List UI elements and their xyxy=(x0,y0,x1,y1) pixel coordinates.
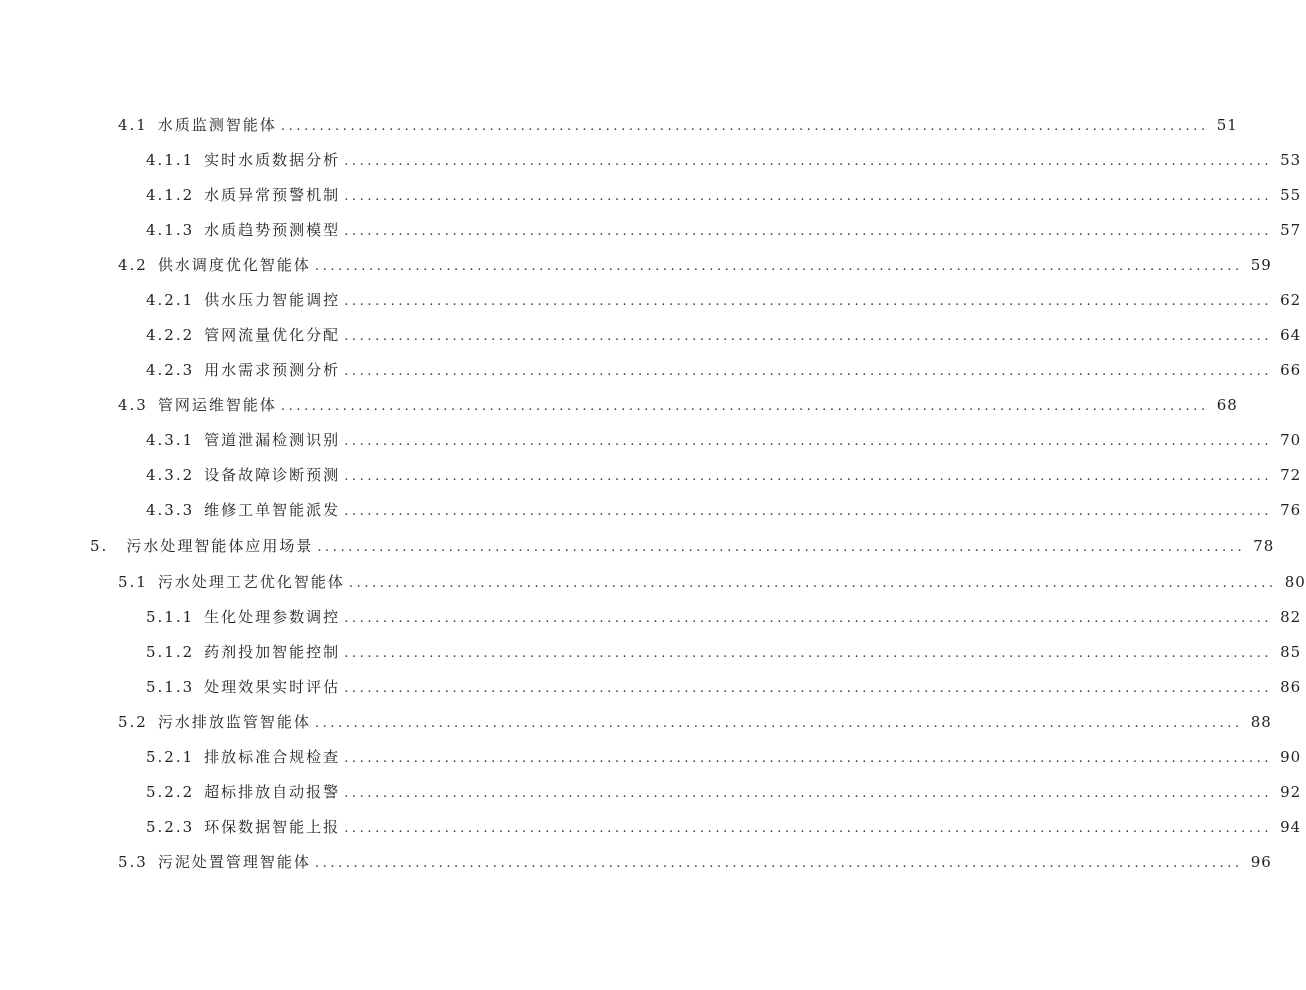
toc-entry-title[interactable]: 污泥处置管理智能体 xyxy=(157,853,311,871)
toc-entry[interactable] xyxy=(146,463,1302,487)
toc-entry[interactable] xyxy=(146,498,1302,522)
toc-entry-number: 4.2.1 xyxy=(146,291,195,309)
toc-entry-page-number[interactable]: 72 xyxy=(1280,466,1302,484)
toc-entry[interactable] xyxy=(146,148,1302,172)
toc-entry[interactable] xyxy=(146,428,1302,452)
dot-leader: ........................................................................................................................ xyxy=(314,716,1243,731)
dot-leader: ........................................................................................................................ xyxy=(344,294,1273,309)
toc-entry[interactable] xyxy=(118,253,1272,277)
toc-entry[interactable] xyxy=(146,640,1302,664)
toc-entry-number: 5.2.3 xyxy=(146,818,195,836)
toc-entry-page-number[interactable]: 68 xyxy=(1216,396,1238,414)
toc-entry-number: 4.3.3 xyxy=(146,501,195,519)
toc-entry-number: 5.1.1 xyxy=(146,608,195,626)
dot-leader: ........................................................................................................................ xyxy=(317,540,1246,555)
toc-entry-number: 4.2 xyxy=(118,256,148,274)
toc-entry-title[interactable]: 供水压力智能调控 xyxy=(204,291,341,309)
dot-leader: ........................................................................................................................ xyxy=(344,821,1273,836)
dot-leader: ........................................................................................................................ xyxy=(344,154,1273,169)
dot-leader: ........................................................................................................................ xyxy=(344,189,1273,204)
dot-leader: ........................................................................................................................ xyxy=(344,646,1273,661)
toc-entry-page-number[interactable]: 90 xyxy=(1280,748,1302,766)
toc-entry-page-number[interactable]: 96 xyxy=(1250,853,1272,871)
toc-entry-page-number[interactable]: 88 xyxy=(1250,713,1272,731)
toc-entry[interactable] xyxy=(118,570,1306,594)
dot-leader: ........................................................................................................................ xyxy=(280,399,1209,414)
toc-entry-title[interactable]: 用水需求预测分析 xyxy=(204,361,341,379)
toc-entry-page-number[interactable]: 86 xyxy=(1280,678,1302,696)
toc-entry-page-number[interactable]: 66 xyxy=(1280,361,1302,379)
toc-entry-title[interactable]: 污水排放监管智能体 xyxy=(157,713,311,731)
dot-leader: ........................................................................................................................ xyxy=(344,329,1273,344)
toc-entry-page-number[interactable]: 62 xyxy=(1280,291,1302,309)
toc-entry-page-number[interactable]: 80 xyxy=(1284,573,1306,591)
toc-entry-number: 5.1 xyxy=(118,573,148,591)
toc-entry-page-number[interactable]: 78 xyxy=(1253,537,1275,555)
toc-entry-title[interactable]: 水质监测智能体 xyxy=(157,116,277,134)
dot-leader: ........................................................................................................................ xyxy=(344,364,1273,379)
toc-entry-number: 5.3 xyxy=(118,853,148,871)
toc-entry[interactable] xyxy=(146,815,1302,839)
toc-entry[interactable] xyxy=(146,745,1302,769)
toc-entry-title[interactable]: 供水调度优化智能体 xyxy=(157,256,311,274)
toc-entry-page-number[interactable]: 82 xyxy=(1280,608,1302,626)
dot-leader: ........................................................................................................................ xyxy=(348,576,1277,591)
toc-entry-number: 4.1.2 xyxy=(146,186,195,204)
toc-entry-title[interactable]: 设备故障诊断预测 xyxy=(204,466,341,484)
dot-leader: ........................................................................................................................ xyxy=(314,856,1243,871)
toc-entry-page-number[interactable]: 85 xyxy=(1280,643,1302,661)
toc-entry-title[interactable]: 超标排放自动报警 xyxy=(204,783,341,801)
dot-leader: ........................................................................................................................ xyxy=(344,681,1273,696)
toc-entry-number: 5.2.2 xyxy=(146,783,195,801)
toc-entry-page-number[interactable]: 57 xyxy=(1280,221,1302,239)
toc-entry-number: 4.1 xyxy=(118,116,148,134)
toc-entry-page-number[interactable]: 64 xyxy=(1280,326,1302,344)
dot-leader: ........................................................................................................................ xyxy=(314,259,1243,274)
dot-leader: ........................................................................................................................ xyxy=(280,119,1209,134)
toc-entry-page-number[interactable]: 53 xyxy=(1280,151,1302,169)
toc-entry[interactable] xyxy=(146,183,1302,207)
toc-entry[interactable] xyxy=(146,605,1302,629)
dot-leader: ........................................................................................................................ xyxy=(344,434,1273,449)
toc-entry-title[interactable]: 生化处理参数调控 xyxy=(204,608,341,626)
dot-leader: ........................................................................................................................ xyxy=(344,611,1273,626)
toc-entry-page-number[interactable]: 51 xyxy=(1216,116,1238,134)
toc-entry-number: 4.2.3 xyxy=(146,361,195,379)
toc-entry-page-number[interactable]: 92 xyxy=(1280,783,1302,801)
toc-entry[interactable] xyxy=(146,675,1302,699)
toc-entry[interactable] xyxy=(90,534,1275,558)
toc-entry-page-number[interactable]: 70 xyxy=(1280,431,1302,449)
toc-entry[interactable] xyxy=(118,113,1238,137)
dot-leader: ........................................................................................................................ xyxy=(344,224,1273,239)
toc-entry-title[interactable]: 污水处理工艺优化智能体 xyxy=(157,573,345,591)
toc-entry-title[interactable]: 排放标准合规检查 xyxy=(204,748,341,766)
toc-entry-number: 4.1.1 xyxy=(146,151,195,169)
toc-entry-title[interactable]: 维修工单智能派发 xyxy=(204,501,341,519)
toc-entry-number: 4.3.2 xyxy=(146,466,195,484)
toc-entry-title[interactable]: 水质趋势预测模型 xyxy=(204,221,341,239)
toc-entry-page-number[interactable]: 76 xyxy=(1280,501,1302,519)
toc-entry[interactable] xyxy=(118,850,1272,874)
toc-entry-number: 4.2.2 xyxy=(146,326,195,344)
toc-entry-number: 4.3 xyxy=(118,396,148,414)
toc-entry-title[interactable]: 实时水质数据分析 xyxy=(204,151,341,169)
dot-leader: ........................................................................................................................ xyxy=(344,469,1273,484)
toc-entry-page-number[interactable]: 59 xyxy=(1250,256,1272,274)
toc-entry[interactable] xyxy=(146,218,1302,242)
dot-leader: ........................................................................................................................ xyxy=(344,751,1273,766)
toc-entry[interactable] xyxy=(146,288,1302,312)
toc-entry[interactable] xyxy=(146,358,1302,382)
toc-entry-number: 5.2 xyxy=(118,713,148,731)
toc-entry-number: 4.3.1 xyxy=(146,431,195,449)
toc-entry-number: 5.1.3 xyxy=(146,678,195,696)
toc-entry[interactable] xyxy=(118,710,1272,734)
toc-entry-title[interactable]: 处理效果实时评估 xyxy=(204,678,341,696)
toc-entry-page-number[interactable]: 55 xyxy=(1280,186,1302,204)
dot-leader: ........................................................................................................................ xyxy=(344,504,1273,519)
toc-entry[interactable] xyxy=(146,323,1302,347)
toc-entry-page-number[interactable]: 94 xyxy=(1280,818,1302,836)
toc-entry[interactable] xyxy=(146,780,1302,804)
toc-entry-number: 5.2.1 xyxy=(146,748,195,766)
toc-entry-title[interactable]: 污水处理智能体应用场景 xyxy=(126,537,314,555)
toc-entry-title[interactable]: 管网流量优化分配 xyxy=(204,326,341,344)
toc-entry-title[interactable]: 管道泄漏检测识别 xyxy=(204,431,341,449)
toc-entry-number: 5. xyxy=(90,537,109,555)
toc-entry-title[interactable]: 环保数据智能上报 xyxy=(204,818,341,836)
toc-entry-title[interactable]: 药剂投加智能控制 xyxy=(204,643,341,661)
toc-entry-number: 5.1.2 xyxy=(146,643,195,661)
toc-entry-title[interactable]: 水质异常预警机制 xyxy=(204,186,341,204)
toc-entry-number: 4.1.3 xyxy=(146,221,195,239)
dot-leader: ........................................................................................................................ xyxy=(344,786,1273,801)
toc-entry[interactable] xyxy=(118,393,1238,417)
toc-entry-title[interactable]: 管网运维智能体 xyxy=(157,396,277,414)
